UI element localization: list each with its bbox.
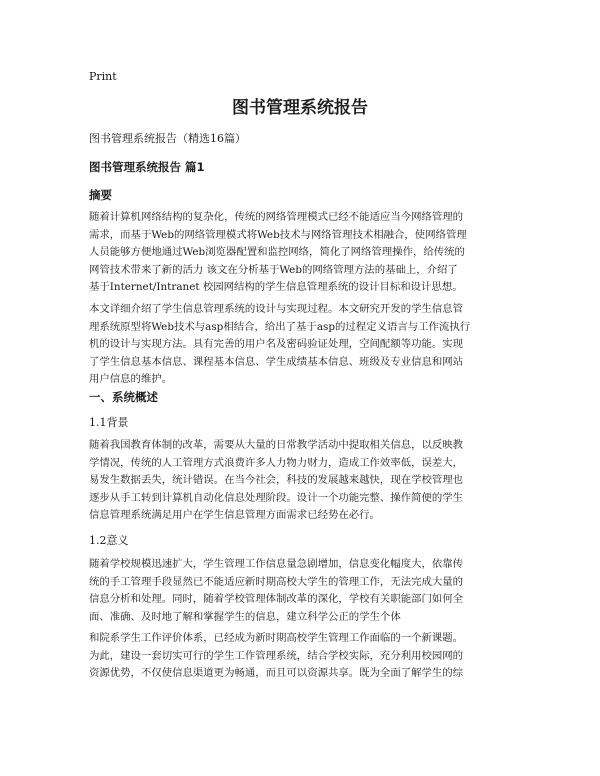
subsection-label-significance: 1.2意义 bbox=[89, 534, 129, 547]
print-label: Print bbox=[89, 70, 117, 83]
abstract-paragraph-1 bbox=[89, 209, 515, 297]
text-line: 信息分析和处理。同时，随着学校管理体制改革的深化，学校有关职能部门如何全 bbox=[89, 593, 464, 606]
text-line: 和院系学生工作评价体系，已经成为新时期高校学生管理工作面临的一个新课题。 bbox=[89, 632, 464, 644]
text-line: 人员能够方便地通过Web浏览器配置和监控网络，简化了网络管理操作，给传统的 bbox=[89, 246, 465, 259]
significance-continuation-paragraph bbox=[89, 630, 515, 683]
abstract-heading: 摘要 bbox=[89, 188, 112, 202]
section-heading: 一、系统概述 bbox=[89, 390, 158, 404]
text-line: 统的手工管理手段显然已不能适应新时期高校大学生的管理工作，无法完成大量的 bbox=[89, 575, 464, 588]
text-line: 随着学校规模迅速扩大，学生管理工作信息量急剧增加，信息变化幅度大，依靠传 bbox=[89, 558, 464, 570]
text-line: 面、准确、及时地了解和掌握学生的信息，建立科学公正的学生个体 bbox=[89, 610, 401, 623]
text-line: 逐步从手工转到计算机自动化信息处理阶段。设计一个功能完整、操作简便的学生 bbox=[89, 491, 464, 504]
part-heading: 图书管理系统报告 篇1 bbox=[89, 160, 205, 174]
text-line: 基于Internet/Intranet 校园网结构的学生信息管理系统的设计目标和设计思想。 bbox=[89, 281, 463, 294]
text-line: 了学生信息基本信息、课程基本信息、学生成绩基本信息、班级及专业信息和网站 bbox=[89, 355, 464, 368]
text-line: 易发生数据丢失，统计错误。在当今社会，科技的发展越来越快，现在学校管理也 bbox=[89, 474, 464, 487]
text-line: 机的设计与实现方法。具有完善的用户名及密码验证处理，空间配额等功能。实现 bbox=[89, 338, 464, 351]
text-line: 学情况，传统的人工管理方式浪费许多人力物力财力，造成工作效率低，误差大， bbox=[89, 456, 464, 469]
text-line: 本文详细介绍了学生信息管理系统的设计与实现过程。本文研究开发的学生信息管 bbox=[89, 303, 464, 315]
background-paragraph bbox=[89, 437, 515, 525]
subsection-label-background: 1.1背景 bbox=[89, 416, 129, 429]
text-line: 资源优势，不仅使信息渠道更为畅通，而且可以资源共享。既为全面了解学生的综 bbox=[89, 667, 464, 680]
text-line: 网管技术带来了新的活力 该文在分析基于Web的网络管理方法的基础上，介绍了 bbox=[89, 263, 458, 276]
abstract-paragraph-2 bbox=[89, 301, 515, 389]
significance-paragraph bbox=[89, 556, 515, 626]
text-line: 随着计算机网络结构的复杂化，传统的网络管理模式已经不能适应当今网络管理的 bbox=[89, 211, 464, 223]
text-line: 理系统原型将Web技术与asp相结合，给出了基于asp的过程定义语言与工作流执行 bbox=[89, 320, 471, 333]
text-line: 用户信息的维护。 bbox=[89, 373, 173, 386]
text-line: 为此，建设一套切实可行的学生工作管理系统，结合学校实际，充分利用校园网的 bbox=[89, 649, 464, 662]
document-subtitle: 图书管理系统报告（精选16篇） bbox=[89, 132, 246, 145]
text-line: 需求，而基于Web的网络管理模式将Web技术与网络管理技术相融合，使网络管理 bbox=[89, 228, 467, 241]
text-line: 随着我国教育体制的改革，需要从大量的日常教学活动中提取相关信息，以反映教 bbox=[89, 439, 464, 451]
text-line: 信息管理系统满足用户在学生信息管理方面需求已经势在必行。 bbox=[89, 509, 380, 522]
document-title: 图书管理系统报告 bbox=[232, 98, 368, 118]
